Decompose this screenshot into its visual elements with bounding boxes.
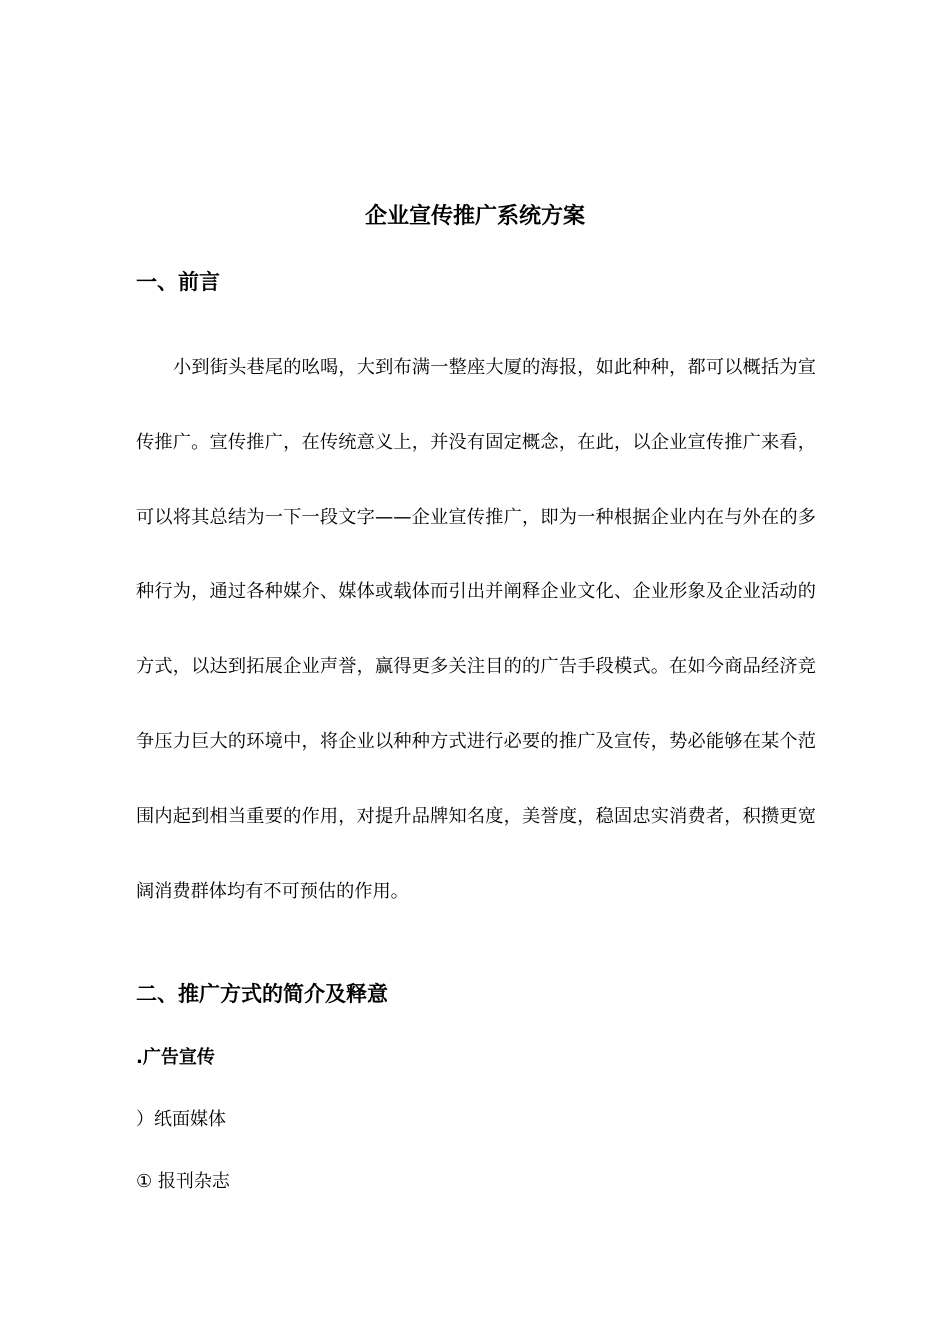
document-title: 企业宣传推广系统方案	[364, 204, 585, 229]
preface-paragraph: 小到街头巷尾的吆喝，大到布满一整座大厦的海报，如此种种，都可以概括为宣传推广。宣传推广，在传统意义上，并没有固定概念，在此，以企业宣传推广来看，可以将其总结为一下一段文字——企业宣传推广，即为一种根据企业内在与外在的多种行为，通过各种媒介、媒体或载体而引出并阐释企业文化、企业形象及企业活动的方式，以达到拓展企业声誉，赢得更多关注目的的广告手段模式。在如今商品经济竞争压力巨大的环境中，将企业以种种方式进行必要的推广及宣传，势必能够在某个范围内起到相当重要的作用，对提升品牌知名度，美誉度，稳固忠实消费者，积攒更宽阔消费群体均有不可预估的作用。	[136, 357, 816, 902]
list-item-newspapers-magazines: ① 报刊杂志	[136, 1171, 230, 1192]
section-heading-preface: 一、前言	[136, 270, 220, 294]
subheading-advertising: .广告宣传	[136, 1047, 215, 1068]
list-item-print-media: ）纸面媒体	[136, 1109, 226, 1130]
section-heading-promotion-methods: 二、推广方式的简介及释意	[136, 982, 388, 1006]
